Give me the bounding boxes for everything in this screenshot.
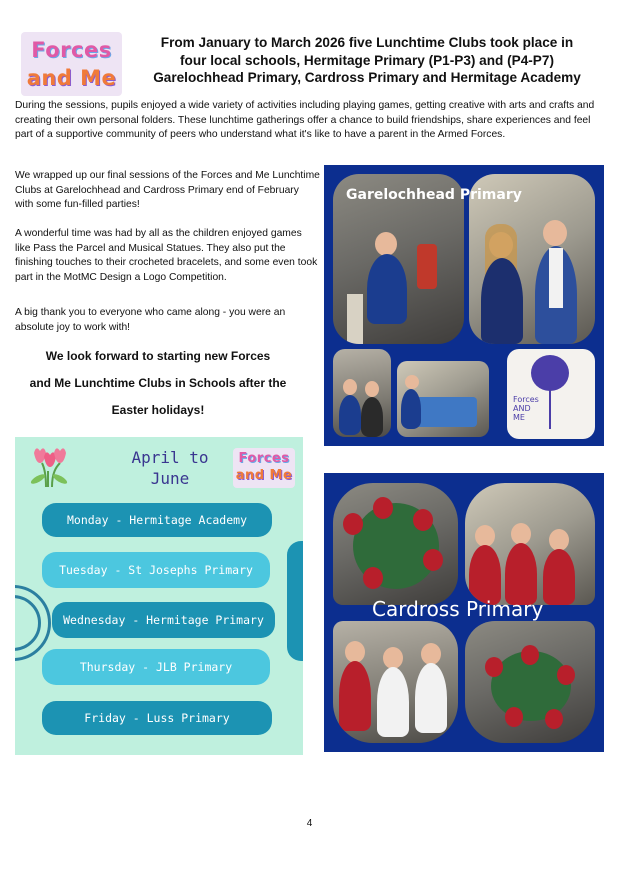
cardross-photo-1 bbox=[333, 483, 458, 605]
intro-paragraph: During the sessions, pupils enjoyed a wide variety of activities including playing games, getting creative with arts and crafts and creating their own personal folders. These lunchtime gatherings offer a chance to build friendships, share experiences and feel part of a supportive community of peers who understand what it's like to have a parent in the Armed Forces. bbox=[15, 100, 595, 140]
heading-line2: four local schools, Hermitage Primary (P1-P3) and (P4-P7) bbox=[180, 52, 554, 68]
wrap-up-paragraph: We wrapped up our final sessions of the Forces and Me Lunchtime Clubs at Garelochhead and Cardross Primary end of February with some fun-filled parties! bbox=[15, 170, 320, 210]
schedule-title bbox=[105, 447, 235, 489]
garelochhead-photo-3 bbox=[333, 349, 391, 437]
schedule-thursday: Thursday - JLB Primary bbox=[42, 649, 270, 685]
heading-line1: From January to March 2026 five Lunchtime Clubs took place in bbox=[160, 35, 574, 50]
garelochhead-photo-panel bbox=[324, 165, 604, 446]
heading-line3: Garelochhead Primary, Cardross Primary and Hermitage Academy bbox=[153, 70, 581, 85]
forward-line2: and Me Lunchtime Clubs in Schools after the bbox=[29, 376, 287, 390]
page-heading bbox=[132, 34, 602, 87]
garelochhead-photo-4 bbox=[397, 361, 489, 437]
forward-line1: We look forward to starting new Forces bbox=[45, 349, 271, 363]
schedule-wednesday: Wednesday - Hermitage Primary bbox=[52, 602, 275, 638]
cardross-photo-2 bbox=[465, 483, 595, 605]
forces-and-me-logo-small bbox=[233, 448, 295, 488]
schedule-tuesday: Tuesday - St Josephs Primary bbox=[42, 552, 270, 588]
cardross-photo-panel bbox=[324, 473, 604, 752]
drawing-caption: Forces AND ME bbox=[513, 395, 539, 422]
tulip-icon bbox=[24, 443, 76, 489]
schedule-friday: Friday - Luss Primary bbox=[42, 701, 272, 735]
garelochhead-label: Garelochhead Primary bbox=[346, 187, 522, 203]
forward-line3: Easter holidays! bbox=[111, 403, 205, 417]
cardross-photo-3 bbox=[333, 621, 458, 743]
activities-paragraph: A wonderful time was had by all as the children enjoyed games like Pass the Parcel and Musical Statues. They also put the finishing touches to their crocheted bracelets, and some even took part in the MotMC Design a Logo Competition. bbox=[15, 228, 318, 283]
logo-line1: Forces bbox=[31, 38, 112, 62]
decorative-bar bbox=[287, 541, 303, 661]
page-number: 4 bbox=[306, 818, 313, 829]
garelochhead-drawing-photo bbox=[507, 349, 595, 439]
schedule-monday: Monday - Hermitage Academy bbox=[42, 503, 272, 537]
cardross-photo-4 bbox=[465, 621, 595, 743]
small-logo-line1: Forces bbox=[238, 451, 290, 466]
cardross-label: Cardross Primary bbox=[372, 597, 544, 621]
schedule-title-line1: April to bbox=[131, 448, 209, 467]
small-logo-line2: and Me bbox=[235, 468, 293, 483]
thanks-paragraph: A big thank you to everyone who came along - you were an absolute joy to work with! bbox=[15, 307, 286, 333]
look-forward-text bbox=[8, 343, 308, 424]
logo-line2: and Me bbox=[26, 66, 117, 90]
schedule-title-line2: June bbox=[150, 469, 190, 488]
forces-and-me-logo bbox=[21, 32, 122, 96]
